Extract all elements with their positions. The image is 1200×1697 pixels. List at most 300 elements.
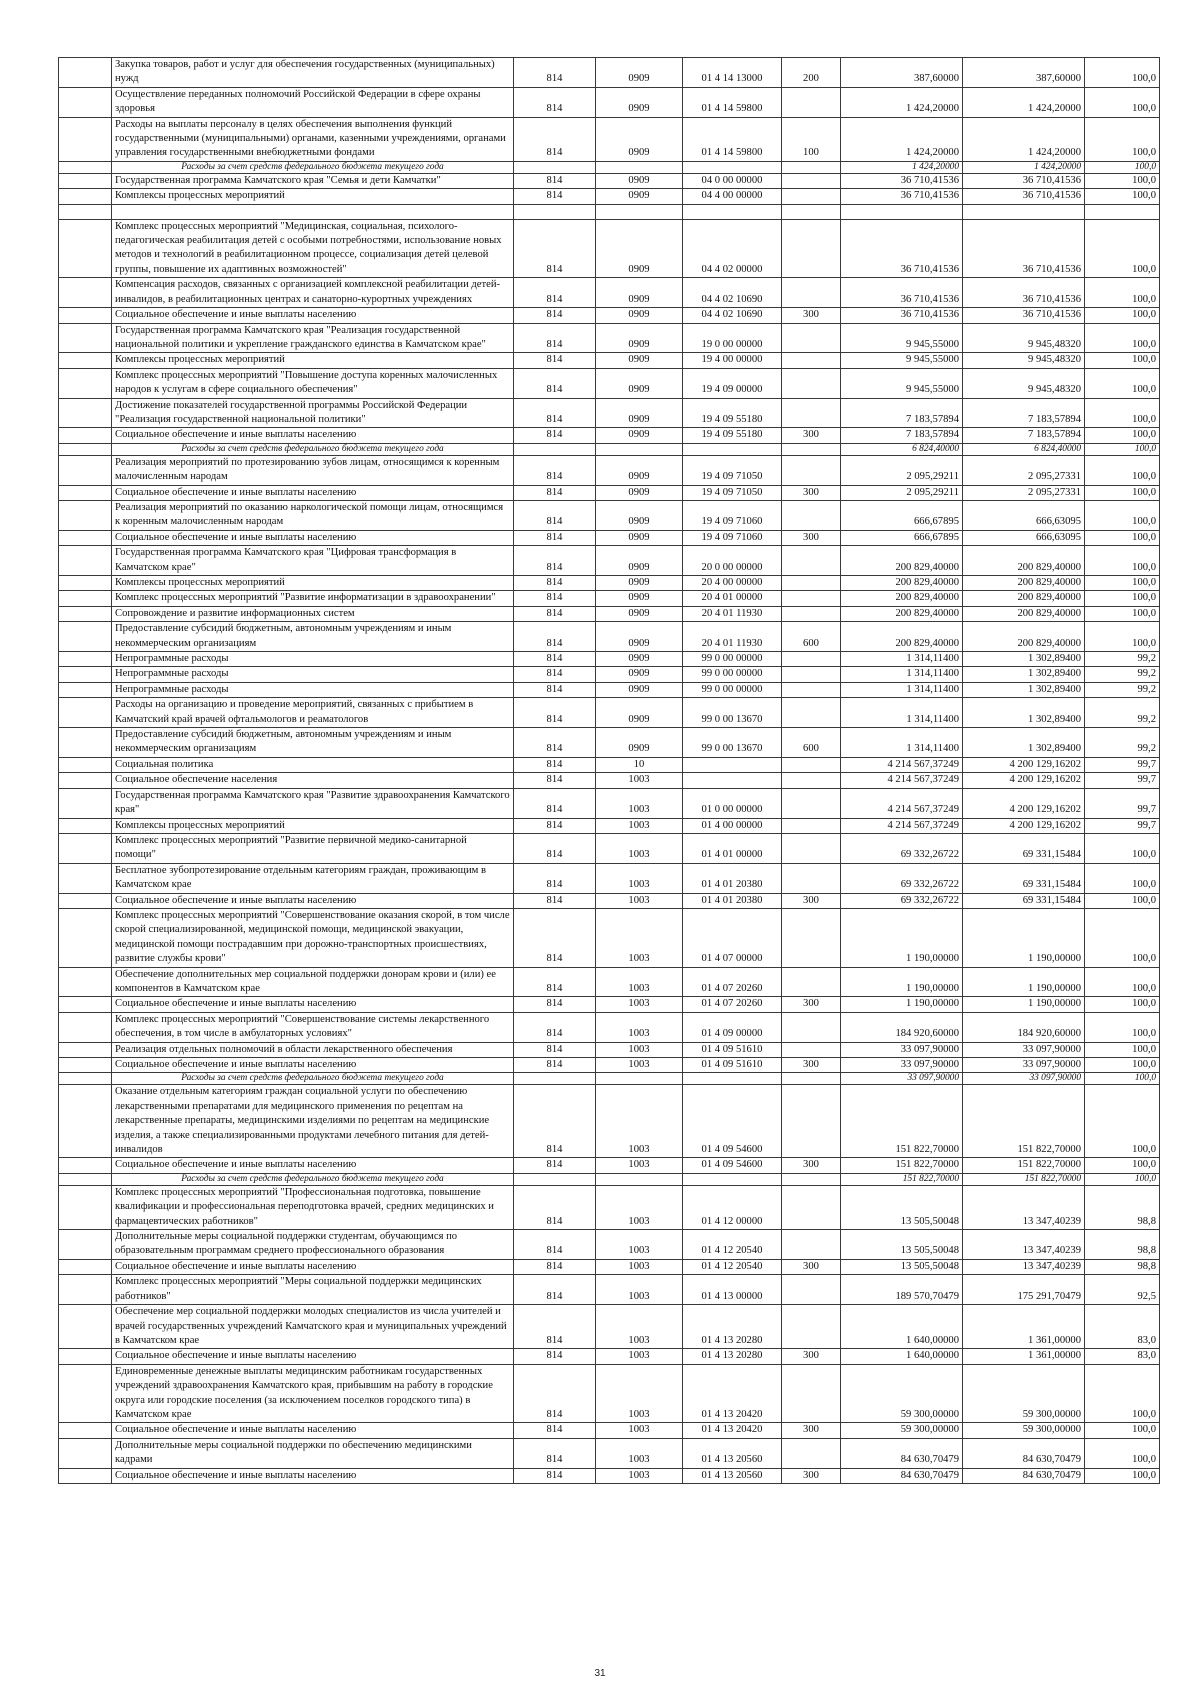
grbs-code-cell: 814 [514,652,596,667]
section-code-cell: 1003 [596,863,683,893]
table-row [59,398,1160,428]
executed-amount-cell: 1 190,00000 [963,908,1085,967]
expense-type-cell [782,500,841,530]
target-article-cell: 19 4 09 71060 [683,500,782,530]
grbs-code-cell: 814 [514,1468,596,1483]
expense-name-cell: Комплексы процессных мероприятий [112,576,514,591]
row-margin-cell [59,606,112,621]
expense-name-cell: Комплексы процессных мероприятий [112,818,514,833]
target-article-cell: 01 4 12 20540 [683,1259,782,1274]
planned-amount-cell: 1 190,00000 [841,908,963,967]
expense-name-cell: Государственная программа Камчатского края "Реализация государственной национальной политики и укрепление гражданского единства в Камчатском крае" [112,323,514,353]
executed-amount-cell: 59 300,00000 [963,1364,1085,1423]
section-code-cell: 0909 [596,117,683,161]
target-article-cell: 01 4 13 20420 [683,1364,782,1423]
grbs-code-cell: 814 [514,530,596,545]
target-article-cell: 19 4 09 00000 [683,368,782,398]
executed-amount-cell: 151 822,70000 [963,1085,1085,1158]
target-article-cell [683,161,782,173]
execution-percent-cell: 100,0 [1085,833,1160,863]
planned-amount-cell: 151 822,70000 [841,1173,963,1185]
expense-name-cell: Дополнительные меры социальной поддержки по обеспечению медицинскими кадрами [112,1438,514,1468]
grbs-code-cell: 814 [514,546,596,576]
target-article-cell: 04 4 02 10690 [683,308,782,323]
executed-amount-cell: 151 822,70000 [963,1158,1085,1173]
table-row [59,308,1160,323]
executed-amount-cell: 1 424,20000 [963,161,1085,173]
expense-name-cell: Комплекс процессных мероприятий "Меры социальной поддержки медицинских работников" [112,1275,514,1305]
execution-percent-cell: 100,0 [1085,576,1160,591]
section-code-cell: 1003 [596,773,683,788]
row-margin-cell [59,1364,112,1423]
expense-type-cell [782,591,841,606]
target-article-cell: 01 4 12 00000 [683,1185,782,1229]
row-margin-cell [59,1173,112,1185]
expense-name-cell: Комплекс процессных мероприятий "Совершенствование системы лекарственного обеспечения, в том числе в амбулаторных условиях" [112,1012,514,1042]
row-margin-cell [59,368,112,398]
execution-percent-cell: 100,0 [1085,1173,1160,1185]
executed-amount-cell: 1 190,00000 [963,997,1085,1012]
execution-percent-cell: 100,0 [1085,1468,1160,1483]
execution-percent-cell: 100,0 [1085,967,1160,997]
execution-percent-cell: 100,0 [1085,893,1160,908]
section-code-cell: 1003 [596,1012,683,1042]
section-code-cell: 0909 [596,87,683,117]
table-row [59,908,1160,967]
grbs-code-cell: 814 [514,87,596,117]
section-code-cell [596,1073,683,1085]
planned-amount-cell: 387,60000 [841,58,963,88]
row-margin-cell [59,278,112,308]
row-margin-cell [59,1230,112,1260]
expense-type-cell [782,161,841,173]
planned-amount-cell: 184 920,60000 [841,1012,963,1042]
target-article-cell: 01 4 09 54600 [683,1158,782,1173]
expense-type-cell [782,368,841,398]
target-article-cell: 99 0 00 00000 [683,667,782,682]
expense-type-cell: 600 [782,728,841,758]
row-margin-cell [59,1058,112,1073]
expense-type-cell [782,87,841,117]
expense-name-cell: Реализация мероприятий по протезированию зубов лицам, относящимся к коренным малочисленным народам [112,455,514,485]
execution-percent-cell: 99,2 [1085,728,1160,758]
table-row [59,773,1160,788]
expense-name-cell: Социальное обеспечение и иные выплаты населению [112,1468,514,1483]
target-article-cell [683,1173,782,1185]
expense-type-cell: 300 [782,1468,841,1483]
expense-type-cell [782,546,841,576]
spacer-cell [963,204,1085,219]
row-margin-cell [59,117,112,161]
execution-percent-cell: 100,0 [1085,117,1160,161]
section-code-cell: 1003 [596,1185,683,1229]
grbs-code-cell: 814 [514,576,596,591]
section-code-cell: 0909 [596,728,683,758]
section-code-cell: 0909 [596,530,683,545]
expense-name-cell: Расходы за счет средств федерального бюджета текущего года [112,443,514,455]
section-code-cell [596,1173,683,1185]
target-article-cell: 20 4 01 11930 [683,606,782,621]
spacer-cell [782,204,841,219]
expense-name-cell: Комплекс процессных мероприятий "Профессиональная подготовка, повышение квалификации и профессиональная переподготовка врачей, средних медицинских и фармацевтических работников" [112,1185,514,1229]
planned-amount-cell: 1 190,00000 [841,997,963,1012]
expense-name-cell: Социальное обеспечение и иные выплаты населению [112,428,514,443]
budget-report-sheet [58,57,1156,1484]
grbs-code-cell: 814 [514,1259,596,1274]
table-row [59,353,1160,368]
section-code-cell: 0909 [596,606,683,621]
expense-type-cell [782,1364,841,1423]
planned-amount-cell: 59 300,00000 [841,1423,963,1438]
execution-percent-cell: 100,0 [1085,500,1160,530]
execution-percent-cell: 98,8 [1085,1259,1160,1274]
execution-percent-cell: 100,0 [1085,398,1160,428]
grbs-code-cell: 814 [514,667,596,682]
expense-name-cell: Государственная программа Камчатского края "Цифровая трансформация в Камчатском крае" [112,546,514,576]
row-margin-cell [59,530,112,545]
expense-name-cell: Расходы за счет средств федерального бюджета текущего года [112,161,514,173]
row-margin-cell [59,1468,112,1483]
table-row [59,893,1160,908]
row-margin-cell [59,1042,112,1057]
federal-budget-subrow [59,1073,1160,1085]
expense-type-cell: 600 [782,622,841,652]
planned-amount-cell: 9 945,55000 [841,323,963,353]
table-row [59,1423,1160,1438]
execution-percent-cell: 99,2 [1085,698,1160,728]
table-row [59,455,1160,485]
expense-type-cell [782,667,841,682]
grbs-code-cell: 814 [514,728,596,758]
grbs-code-cell [514,161,596,173]
expense-name-cell: Дополнительные меры социальной поддержки студентам, обучающимся по образовательным программам среднего профессионального образования [112,1230,514,1260]
planned-amount-cell: 1 424,20000 [841,117,963,161]
target-article-cell [683,443,782,455]
planned-amount-cell: 4 214 567,37249 [841,788,963,818]
row-margin-cell [59,908,112,967]
target-article-cell: 20 4 01 11930 [683,622,782,652]
expense-name-cell: Расходы за счет средств федерального бюджета текущего года [112,1173,514,1185]
planned-amount-cell: 151 822,70000 [841,1158,963,1173]
expense-name-cell: Реализация мероприятий по оказанию наркологической помощи лицам, относящимся к коренным малочисленным народам [112,500,514,530]
table-row [59,1158,1160,1173]
execution-percent-cell: 100,0 [1085,591,1160,606]
section-code-cell: 0909 [596,58,683,88]
section-code-cell: 1003 [596,1349,683,1364]
section-code-cell: 1003 [596,1058,683,1073]
planned-amount-cell: 200 829,40000 [841,622,963,652]
target-article-cell: 20 0 00 00000 [683,546,782,576]
planned-amount-cell: 1 640,00000 [841,1305,963,1349]
executed-amount-cell: 36 710,41536 [963,308,1085,323]
execution-percent-cell: 83,0 [1085,1349,1160,1364]
planned-amount-cell: 13 505,50048 [841,1259,963,1274]
row-margin-cell [59,893,112,908]
section-code-cell: 0909 [596,667,683,682]
target-article-cell: 20 4 00 00000 [683,576,782,591]
expense-name-cell: Государственная программа Камчатского края "Развитие здравоохранения Камчатского края" [112,788,514,818]
target-article-cell: 01 4 14 59800 [683,117,782,161]
execution-percent-cell: 100,0 [1085,1058,1160,1073]
expense-type-cell: 300 [782,1259,841,1274]
expense-name-cell: Компенсация расходов, связанных с организацией комплексной реабилитации детей-инвалидов, в реабилитационных центрах и санаторно-курортных учреждениях [112,278,514,308]
expense-name-cell: Комплекс процессных мероприятий "Совершенствование оказания скорой, в том числе скорой специализированной, медицинской помощи, медицинской эвакуации, медицинской помощи пострадавшим при дорожно-транспортных происшествиях, развитие службы крови" [112,908,514,967]
planned-amount-cell: 1 314,11400 [841,682,963,697]
executed-amount-cell: 175 291,70479 [963,1275,1085,1305]
executed-amount-cell: 666,63095 [963,530,1085,545]
execution-percent-cell: 99,2 [1085,652,1160,667]
expense-type-cell: 300 [782,530,841,545]
expense-type-cell [782,757,841,772]
row-margin-cell [59,1275,112,1305]
expense-type-cell [782,818,841,833]
grbs-code-cell: 814 [514,1158,596,1173]
table-row [59,1259,1160,1274]
section-code-cell: 1003 [596,1158,683,1173]
planned-amount-cell: 59 300,00000 [841,1364,963,1423]
section-code-cell [596,161,683,173]
target-article-cell: 99 0 00 00000 [683,682,782,697]
row-margin-cell [59,591,112,606]
planned-amount-cell: 9 945,55000 [841,353,963,368]
execution-percent-cell: 100,0 [1085,1364,1160,1423]
execution-percent-cell: 100,0 [1085,1423,1160,1438]
grbs-code-cell: 814 [514,353,596,368]
section-code-cell: 1003 [596,818,683,833]
section-code-cell: 0909 [596,576,683,591]
expense-type-cell [782,1438,841,1468]
table-row [59,682,1160,697]
expense-name-cell: Расходы за счет средств федерального бюджета текущего года [112,1073,514,1085]
executed-amount-cell: 6 824,40000 [963,443,1085,455]
table-row [59,278,1160,308]
grbs-code-cell: 814 [514,278,596,308]
executed-amount-cell: 2 095,27331 [963,455,1085,485]
expense-name-cell: Социальное обеспечение и иные выплаты населению [112,308,514,323]
execution-percent-cell: 100,0 [1085,606,1160,621]
expense-type-cell [782,576,841,591]
executed-amount-cell: 33 097,90000 [963,1058,1085,1073]
table-row [59,818,1160,833]
section-code-cell: 0909 [596,698,683,728]
grbs-code-cell: 814 [514,58,596,88]
row-margin-cell [59,189,112,204]
executed-amount-cell: 1 302,89400 [963,652,1085,667]
section-code-cell: 1003 [596,1364,683,1423]
executed-amount-cell: 36 710,41536 [963,278,1085,308]
section-code-cell: 0909 [596,219,683,278]
executed-amount-cell: 84 630,70479 [963,1468,1085,1483]
planned-amount-cell: 7 183,57894 [841,398,963,428]
expense-name-cell: Комплекс процессных мероприятий "Медицинская, социальная, психолого-педагогическая реабилитация детей с особыми потребностями, использование новых методов и технологий в реабилитационном процессе, социализация детей целевой группы, повышение их адаптивных возможностей" [112,219,514,278]
grbs-code-cell: 814 [514,1364,596,1423]
executed-amount-cell: 59 300,00000 [963,1423,1085,1438]
table-row [59,428,1160,443]
expense-type-cell: 300 [782,1058,841,1073]
row-margin-cell [59,818,112,833]
planned-amount-cell: 84 630,70479 [841,1468,963,1483]
executed-amount-cell: 13 347,40239 [963,1230,1085,1260]
expense-name-cell: Бесплатное зубопротезирование отдельным категориям граждан, проживающим в Камчатском крае [112,863,514,893]
execution-percent-cell: 100,0 [1085,353,1160,368]
section-code-cell: 1003 [596,833,683,863]
table-row [59,833,1160,863]
table-row [59,728,1160,758]
table-row [59,546,1160,576]
expense-name-cell: Социальное обеспечение и иные выплаты населению [112,893,514,908]
execution-percent-cell: 100,0 [1085,323,1160,353]
target-article-cell: 01 4 07 00000 [683,908,782,967]
executed-amount-cell: 1 302,89400 [963,698,1085,728]
table-row [59,1085,1160,1158]
expense-type-cell [782,1012,841,1042]
section-code-cell: 0909 [596,173,683,188]
planned-amount-cell: 1 314,11400 [841,652,963,667]
section-code-cell: 1003 [596,788,683,818]
spacer-cell [1085,204,1160,219]
grbs-code-cell: 814 [514,606,596,621]
target-article-cell: 01 4 09 00000 [683,1012,782,1042]
planned-amount-cell: 666,67895 [841,530,963,545]
row-margin-cell [59,500,112,530]
expense-type-cell [782,773,841,788]
spacer-cell [59,204,112,219]
planned-amount-cell: 84 630,70479 [841,1438,963,1468]
planned-amount-cell: 1 424,20000 [841,87,963,117]
budget-table [58,57,1160,1484]
grbs-code-cell: 814 [514,117,596,161]
expense-name-cell: Закупка товаров, работ и услуг для обеспечения государственных (муниципальных) нужд [112,58,514,88]
executed-amount-cell: 4 200 129,16202 [963,788,1085,818]
grbs-code-cell: 814 [514,485,596,500]
executed-amount-cell: 13 347,40239 [963,1185,1085,1229]
table-row [59,1468,1160,1483]
target-article-cell: 04 4 02 10690 [683,278,782,308]
row-margin-cell [59,173,112,188]
target-article-cell: 01 4 07 20260 [683,967,782,997]
grbs-code-cell: 814 [514,1185,596,1229]
expense-type-cell [782,908,841,967]
planned-amount-cell: 69 332,26722 [841,893,963,908]
grbs-code-cell: 814 [514,398,596,428]
executed-amount-cell: 1 302,89400 [963,667,1085,682]
section-code-cell: 0909 [596,500,683,530]
row-margin-cell [59,353,112,368]
expense-type-cell [782,1042,841,1057]
target-article-cell: 19 4 09 71050 [683,455,782,485]
grbs-code-cell: 814 [514,773,596,788]
executed-amount-cell: 184 920,60000 [963,1012,1085,1042]
row-margin-cell [59,87,112,117]
target-article-cell: 19 4 00 00000 [683,353,782,368]
target-article-cell [683,773,782,788]
grbs-code-cell: 814 [514,622,596,652]
execution-percent-cell: 100,0 [1085,530,1160,545]
planned-amount-cell: 33 097,90000 [841,1042,963,1057]
row-margin-cell [59,997,112,1012]
executed-amount-cell: 1 361,00000 [963,1305,1085,1349]
grbs-code-cell: 814 [514,818,596,833]
planned-amount-cell: 1 314,11400 [841,698,963,728]
grbs-code-cell: 814 [514,368,596,398]
planned-amount-cell: 151 822,70000 [841,1085,963,1158]
row-margin-cell [59,1305,112,1349]
row-margin-cell [59,757,112,772]
execution-percent-cell: 100,0 [1085,1085,1160,1158]
target-article-cell: 99 0 00 13670 [683,728,782,758]
table-row [59,173,1160,188]
expense-type-cell [782,1185,841,1229]
row-margin-cell [59,485,112,500]
planned-amount-cell: 36 710,41536 [841,173,963,188]
spacer-row [59,204,1160,219]
table-row [59,368,1160,398]
execution-percent-cell: 100,0 [1085,1158,1160,1173]
expense-type-cell [782,698,841,728]
expense-type-cell [782,398,841,428]
execution-percent-cell: 100,0 [1085,908,1160,967]
execution-percent-cell: 100,0 [1085,87,1160,117]
expense-type-cell [782,323,841,353]
expense-name-cell: Непрограммные расходы [112,652,514,667]
row-margin-cell [59,1438,112,1468]
target-article-cell: 01 4 01 20380 [683,893,782,908]
execution-percent-cell: 99,7 [1085,773,1160,788]
execution-percent-cell: 100,0 [1085,58,1160,88]
executed-amount-cell: 9 945,48320 [963,323,1085,353]
section-code-cell: 1003 [596,908,683,967]
planned-amount-cell: 1 190,00000 [841,967,963,997]
execution-percent-cell: 99,7 [1085,818,1160,833]
execution-percent-cell: 100,0 [1085,443,1160,455]
grbs-code-cell: 814 [514,323,596,353]
expense-type-cell [782,1275,841,1305]
federal-budget-subrow [59,443,1160,455]
table-row [59,1185,1160,1229]
executed-amount-cell: 33 097,90000 [963,1073,1085,1085]
executed-amount-cell: 200 829,40000 [963,606,1085,621]
section-code-cell: 0909 [596,398,683,428]
expense-name-cell: Комплексы процессных мероприятий [112,189,514,204]
grbs-code-cell: 814 [514,1423,596,1438]
grbs-code-cell: 814 [514,893,596,908]
grbs-code-cell: 814 [514,967,596,997]
row-margin-cell [59,728,112,758]
expense-type-cell [782,443,841,455]
target-article-cell: 01 4 01 20380 [683,863,782,893]
target-article-cell: 01 4 07 20260 [683,997,782,1012]
federal-budget-subrow [59,1173,1160,1185]
spacer-cell [683,204,782,219]
expense-type-cell: 200 [782,58,841,88]
grbs-code-cell: 814 [514,788,596,818]
execution-percent-cell: 100,0 [1085,308,1160,323]
expense-name-cell: Социальное обеспечение и иные выплаты населению [112,1158,514,1173]
expense-name-cell: Расходы на выплаты персоналу в целях обеспечения выполнения функций государственными (муниципальными) органами, казенными учреждениями, органами управления государственными внебюджетными фондами [112,117,514,161]
table-row [59,530,1160,545]
planned-amount-cell: 13 505,50048 [841,1185,963,1229]
expense-name-cell: Непрограммные расходы [112,682,514,697]
execution-percent-cell: 100,0 [1085,368,1160,398]
planned-amount-cell: 4 214 567,37249 [841,773,963,788]
executed-amount-cell: 200 829,40000 [963,546,1085,576]
expense-name-cell: Обеспечение мер социальной поддержки молодых специалистов из числа учителей и врачей государственных учреждений Камчатского края и муниципальных учреждений в Камчатском крае [112,1305,514,1349]
expense-name-cell: Социальное обеспечение и иные выплаты населению [112,485,514,500]
expense-type-cell [782,1085,841,1158]
planned-amount-cell: 1 640,00000 [841,1349,963,1364]
expense-name-cell: Социальное обеспечение и иные выплаты населению [112,1349,514,1364]
row-margin-cell [59,1073,112,1085]
